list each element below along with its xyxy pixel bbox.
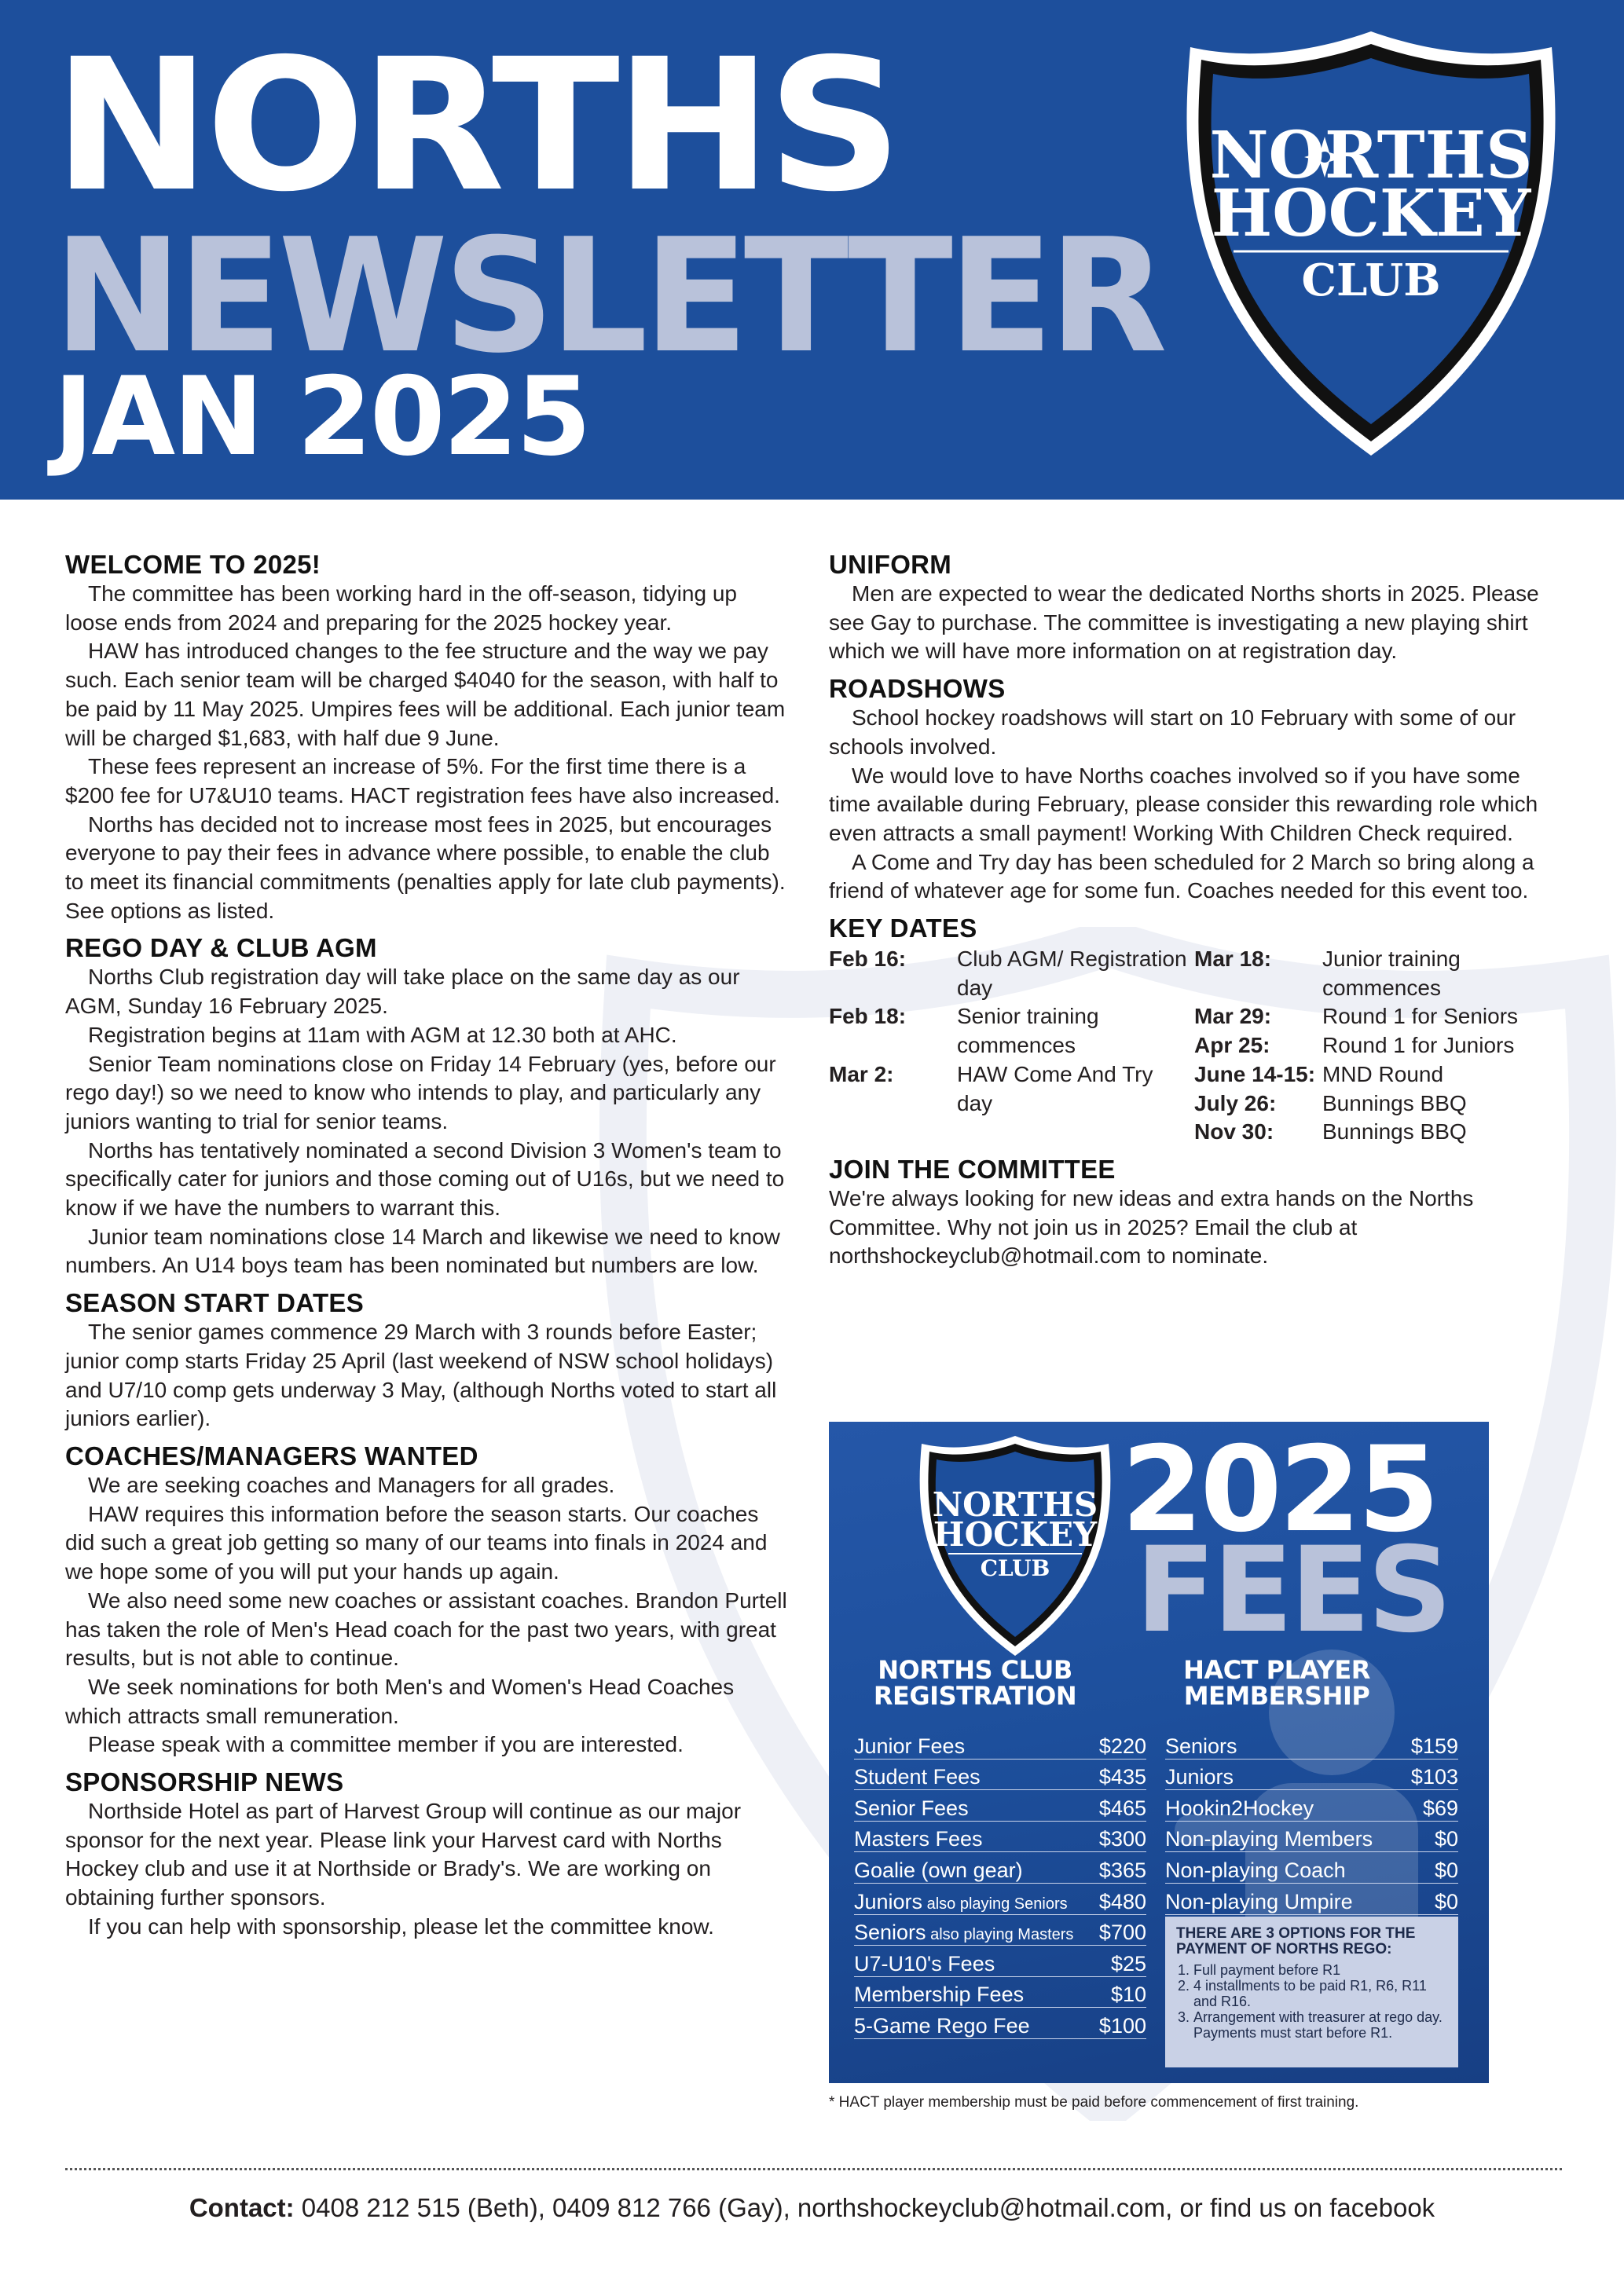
sponsorship-paragraph: If you can help with sponsorship, please let the committee know. [88,1913,714,1939]
footer-divider [65,2168,1562,2170]
key-date-event: MND Round [1322,1061,1444,1086]
key-date: Feb 18: [829,1004,907,1029]
rego-paragraph: Norths Club registration day will take place on the same day as our AGM, Sunday 16 February 2025. [65,965,740,1019]
season-section [65,1288,788,1434]
fee-label: Hookin2Hockey [1165,1796,1314,1820]
fee-row [1165,1852,1458,1884]
logo-text-norths: NORTHS [1209,118,1533,193]
masthead-subtitle: NEWSLETTER [53,205,1163,388]
rego-paragraph: Norths has tentatively nominated a second Division 3 Women's team to specifically cater for juniors and those coming out of U16s, but we need to know if we have the numbers to warrant this. [65,1137,785,1221]
fee-row [854,1728,1146,1760]
club-registration-heading: NORTHS CLUB REGISTRATION [873,1655,1077,1711]
key-date: Mar 2: [829,1061,894,1086]
fee-label: Seniors [854,1921,926,1945]
uniform-heading: UNIFORM [829,550,952,579]
fee-amount: $465 [1098,1796,1146,1820]
right-column [829,550,1560,1279]
fee-label: Goalie (own gear) [854,1858,1023,1882]
fee-row [854,1852,1146,1884]
fee-note: also playing Masters [926,1926,1074,1944]
fees-title: FEES [1135,1522,1450,1659]
fee-row [1165,1822,1458,1853]
fee-label: Masters Fees [854,1827,983,1851]
fee-label: Juniors [1165,1765,1234,1789]
key-date: July 26: [1194,1090,1277,1115]
fee-label: Student Fees [854,1765,981,1789]
coaches-paragraph: Please speak with a committee member if you are interested. [88,1732,684,1757]
key-date-event: Round 1 for Seniors [1322,1004,1519,1029]
key-date-row [1194,1002,1560,1031]
fee-label: Non-playing Coach [1165,1858,1346,1882]
key-date-event: Club AGM/ Registration day [957,947,1187,1000]
key-date-row [1194,1089,1560,1119]
uniform-section [829,550,1560,666]
fee-amount: $0 [1434,1889,1458,1913]
key-date-row [1194,1031,1560,1060]
payment-options-box [1165,1917,1458,2067]
fee-row [854,1760,1146,1791]
fee-note: also playing Seniors [922,1895,1068,1913]
key-dates-right [1194,945,1560,1147]
fee-row [1165,1728,1458,1760]
logo-text-hockey: HOCKEY [1211,176,1531,251]
fees-logo-text-club: CLUB [980,1555,1050,1581]
club-fees-table [854,1728,1146,2039]
key-date: Nov 30: [1194,1119,1274,1144]
fee-amount: $25 [1110,1951,1146,1976]
payment-option: 2. 4 installments to be paid R1, R6, R11 and R16. [1193,1978,1447,2009]
rego-paragraph: Junior team nominations close 14 March and likewise we need to know numbers. An U14 boys team has been nominated but numbers are low. [65,1224,780,1278]
sponsorship-heading: SPONSORSHIP NEWS [65,1767,344,1797]
left-column [65,550,788,1950]
fee-row [1165,1884,1458,1915]
roadshows-section [829,674,1560,906]
logo-text-club: CLUB [1301,255,1441,306]
welcome-heading: WELCOME TO 2025! [65,550,321,579]
fees-club-logo [917,1431,1113,1661]
rego-section [65,933,788,1280]
key-date: Mar 29: [1194,1004,1272,1029]
key-date-row [829,1002,1194,1060]
fee-label: Senior Fees [854,1796,969,1820]
fee-amount: $10 [1110,1983,1146,2007]
fee-label: Seniors [1165,1734,1237,1758]
roadshows-heading: ROADSHOWS [829,674,1006,704]
key-date: Mar 18: [1194,947,1272,972]
season-paragraph: The senior games commence 29 March with 3 rounds before Easter; junior comp starts Friday 25 April (last weekend of NSW school holidays) and U7/10 comp gets underway 3 May, (although Norths voted to start all juniors earlier). [65,1320,777,1431]
masthead-date: JAN 2025 [53,353,589,480]
fee-amount: $0 [1434,1858,1458,1882]
rego-heading: REGO DAY & CLUB AGM [65,933,377,963]
key-dates-heading: KEY DATES [829,914,977,943]
welcome-paragraph: HAW has introduced changes to the fee structure and the way we pay such. Each senior team will be charged $4040 for the season, with half to be paid by 11 May 2025. Umpires fees will be additional. Each junior team will be charged $1,683, with half due 9 June. [65,639,786,750]
contact-label: Contact: [189,2193,295,2222]
fee-label: Non-playing Members [1165,1827,1373,1851]
fee-amount: $103 [1410,1765,1458,1789]
season-heading: SEASON START DATES [65,1288,365,1318]
payment-options-list [1176,1962,1447,2041]
fee-label: 5-Game Rego Fee [854,2013,1030,2038]
coaches-paragraph: We seek nominations for both Men's and Women's Head Coaches which attracts small remuneration. [65,1674,735,1728]
key-date-event: Bunnings BBQ [1322,1090,1467,1115]
fee-label: Juniors [854,1889,923,1913]
coaches-paragraph: We are seeking coaches and Managers for all grades. [88,1472,615,1497]
fee-label: Non-playing Umpire [1165,1889,1353,1913]
sponsorship-paragraph: Northside Hotel as part of Harvest Group will continue as our major sponsor for the next year. Please link your Harvest card with Norths Hockey club and use it at Northside or Brady's. We are working on obtaining further sponsors. [65,1799,742,1910]
fee-amount: $69 [1422,1796,1458,1820]
contact-details: 0408 212 515 (Beth), 0409 812 766 (Gay), northshockeyclub@hotmail.com, or find us on facebook [294,2193,1435,2222]
fee-amount: $159 [1410,1734,1458,1758]
roadshows-paragraph: A Come and Try day has been scheduled for 2 March so bring along a friend of whatever age for some fun. Coaches needed for this event too. [829,849,1534,903]
payment-option: 1. Full payment before R1 [1193,1962,1447,1978]
coaches-heading: COACHES/MANAGERS WANTED [65,1441,478,1470]
fee-label: Junior Fees [854,1734,966,1758]
coaches-paragraph: HAW requires this information before the season starts. Our coaches did such a great job getting so many of our teams into finals in 2024 and we hope some of you will put your hands up again. [65,1501,768,1584]
welcome-paragraph: These fees represent an increase of 5%. For the first time there is a $200 fee for U7&U10 teams. HACT registration fees have also increased. [65,754,780,807]
welcome-section [65,550,788,925]
fee-row [854,1977,1146,2009]
coaches-paragraph: We also need some new coaches or assistant coaches. Brandon Purtell has taken the role of Men's Head coach for the past two years, with great results, but is not able to continue. [65,1587,787,1671]
key-date-event: Bunnings BBQ [1322,1119,1467,1144]
key-date: June 14-15: [1194,1061,1316,1086]
roadshows-paragraph: We would love to have Norths coaches involved so if you have some time available during February, please consider this rewarding role which even attracts a small payment! Working With Children Check required. [829,763,1538,845]
key-date-row [1194,1118,1560,1147]
welcome-paragraph: The committee has been working hard in the off-season, tidying up loose ends from 2024 and preparing for the 2025 hockey year. [65,581,737,635]
fee-amount: $480 [1098,1889,1146,1913]
fee-row [854,2008,1146,2039]
masthead [0,0,1624,500]
key-dates-section [829,914,1560,1147]
fee-amount: $435 [1098,1765,1146,1789]
payment-option: 3. Arrangement with treasurer at rego day. Payments must start before R1. [1193,2009,1447,2041]
key-dates-grid [829,945,1560,1147]
hact-membership-heading: HACT PLAYER MEMBERSHIP [1183,1655,1370,1711]
fee-row [854,1790,1146,1822]
fee-amount: $700 [1098,1921,1146,1945]
fee-amount: $300 [1098,1827,1146,1851]
fee-label: Membership Fees [854,1983,1025,2007]
rego-paragraph: Senior Team nominations close on Friday 14 February (yes, before our rego day!) so we need to know who intends to play, and particularly any juniors wanting to trial for senior teams. [65,1051,776,1133]
key-date-row [1194,945,1560,1002]
key-date: Feb 16: [829,947,907,972]
fees-year: 2025 [1121,1422,1437,1558]
coaches-section [65,1441,788,1760]
key-date-row [829,945,1194,1002]
uniform-paragraph: Men are expected to wear the dedicated Norths shorts in 2025. Please see Gay to purchase. The committee is investigating a new playing shirt which we will have more information on at registration day. [829,581,1539,664]
key-date-row [1194,1060,1560,1089]
fee-row [854,1884,1146,1915]
fee-amount: $0 [1434,1827,1458,1851]
club-logo [1179,24,1564,463]
masthead-title: NORTHS [53,20,898,232]
fees-footnote: * HACT player membership must be paid before commencement of first training. [829,2094,1359,2111]
fee-row [1165,1760,1458,1791]
fee-row [1165,1790,1458,1822]
fee-amount: $365 [1098,1858,1146,1882]
committee-paragraph: We're always looking for new ideas and extra hands on the Norths Committee. Why not join us in 2025? Email the club at northshockeyclub@hotmail.com to nominate. [829,1185,1474,1269]
key-date-event: Junior training commences [1322,947,1461,1000]
fee-amount: $220 [1098,1734,1146,1758]
key-date: Apr 25: [1194,1033,1270,1058]
key-date-row [829,1060,1194,1118]
fee-label: U7-U10's Fees [854,1951,995,1976]
key-date-event: Senior training commences [957,1004,1099,1058]
fee-amount: $100 [1098,2013,1146,2038]
fees-panel [829,1422,1489,2083]
fee-row [854,1822,1146,1853]
key-dates-left [829,945,1194,1147]
committee-section [829,1155,1560,1271]
committee-heading: JOIN THE COMMITTEE [829,1154,1116,1184]
roadshows-paragraph: School hockey roadshows will start on 10 February with some of our schools involved. [829,705,1516,759]
sponsorship-section [65,1767,788,1942]
fees-logo-text-norths: NORTHS [932,1485,1098,1524]
welcome-paragraph: Norths has decided not to increase most fees in 2025, but encourages everyone to pay their fees in advance where possible, to enable the club to meet its financial commitments (penalties apply for late club payments). See options as listed. [65,811,786,923]
key-date-event: Round 1 for Juniors [1322,1033,1515,1058]
fee-row [854,1946,1146,1977]
payment-options-title: THERE ARE 3 OPTIONS FOR THE PAYMENT OF NORTHS REGO: [1176,1925,1416,1957]
hact-fees-table [1165,1728,1458,1915]
key-date-event: HAW Come And Try day [957,1061,1153,1115]
fees-logo-text-hockey: HOCKEY [933,1515,1098,1554]
fee-row [854,1915,1146,1946]
rego-paragraph: Registration begins at 11am with AGM at 12.30 both at AHC. [88,1022,677,1047]
contact-footer [0,2193,1624,2223]
